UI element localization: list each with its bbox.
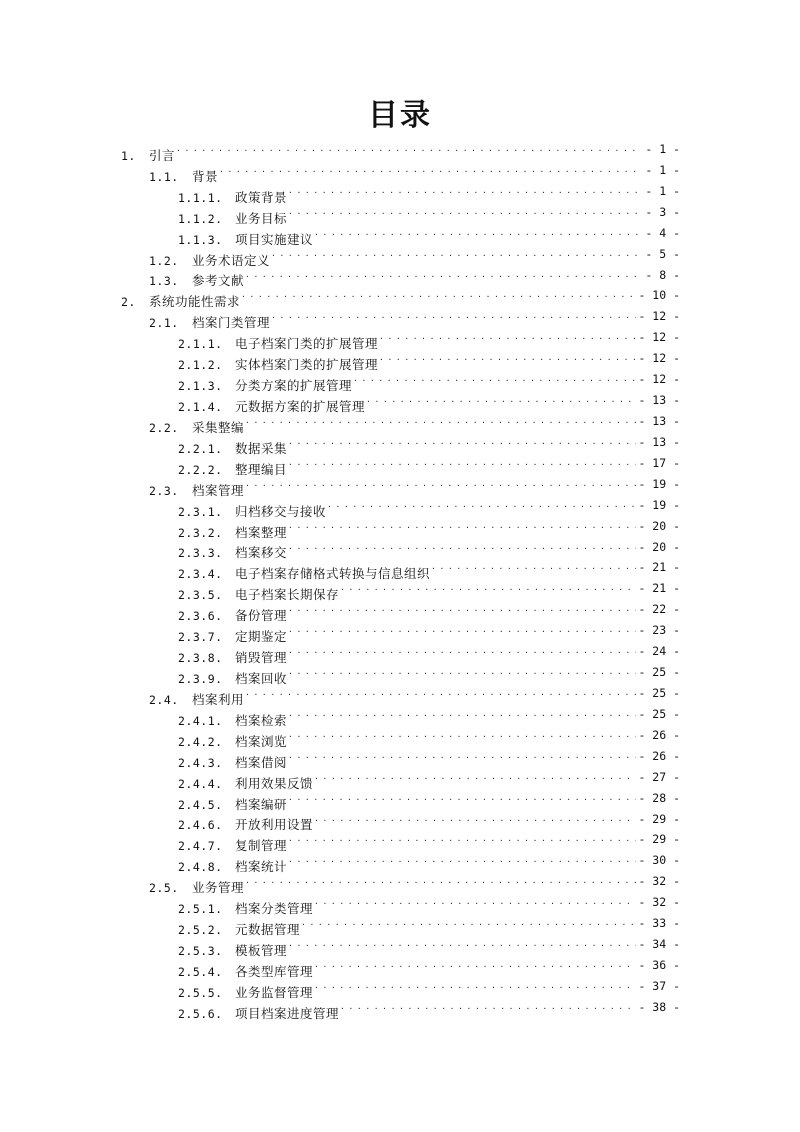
toc-entry-page-number: - 1 - [638,139,680,160]
toc-entry-page-number: - 12 - [636,348,680,369]
toc-entry-number: 1.2. [149,253,179,268]
toc-entry-title: 销毁管理 [235,650,288,666]
toc-entry-page-number: - 1 - [638,181,680,202]
toc-entry-number: 2.3. [149,483,179,498]
toc-entry-page-number: - 21 - [636,578,680,599]
toc-dot-leader [288,829,677,850]
toc-entry-page-number: - 25 - [636,704,680,725]
toc-entry-title: 各类型库管理 [235,963,314,979]
toc-entry-title: 档案整理 [235,524,288,540]
toc-dot-leader [288,788,677,809]
toc-entry-title: 归档移交与接收 [235,503,327,519]
toc-dot-leader [327,495,677,516]
toc-dot-leader [288,850,677,871]
toc-entry[interactable] [0,641,800,666]
toc-entry-number: 2.5.4. [178,964,223,979]
toc-entry-page-number: - 29 - [636,829,680,850]
toc-entry[interactable] [0,662,800,686]
toc-entry-title: 元数据方案的扩展管理 [235,398,366,414]
toc-dot-leader [314,892,677,913]
toc-dot-leader [288,599,677,620]
toc-entry[interactable] [0,244,800,268]
toc-entry-number: 1.3. [149,274,179,289]
toc-entry-number: 2.1.1. [178,337,223,352]
toc-dot-leader [288,725,677,746]
toc-entry[interactable] [0,306,800,331]
toc-entry-title: 档案门类管理 [192,315,271,331]
toc-entry[interactable] [0,599,800,624]
toc-entry-number: 2.4.1. [178,713,223,728]
toc-entry-page-number: - 13 - [636,390,680,411]
toc-entry-number: 2.3.6. [178,609,223,624]
toc-entry-page-number: - 10 - [636,285,680,306]
toc-entry-page-number: - 32 - [636,871,680,892]
toc-entry-title: 档案借阅 [235,754,288,770]
toc-entry-page-number: - 34 - [636,934,680,955]
toc-entry-number: 2.5.5. [178,985,223,1000]
toc-entry-title: 业务管理 [192,880,245,896]
toc-entry-title: 档案分类管理 [235,901,314,917]
toc-dot-leader [245,683,677,704]
toc-dot-leader [379,327,677,348]
toc-dot-leader [288,181,677,202]
toc-entry-title: 档案移交 [235,545,288,561]
toc-entry-number: 2.3.7. [178,630,223,645]
toc-entry-title: 备份管理 [235,608,288,624]
toc-entry[interactable] [0,265,800,289]
toc-entry[interactable] [0,871,800,896]
toc-entry-number: 2.4.8. [178,860,223,875]
toc-dot-leader [301,913,677,934]
toc-dot-leader [245,411,677,432]
toc-dot-leader [245,871,677,892]
toc-entry-title: 开放利用设置 [235,817,314,833]
toc-entry-page-number: - 38 - [636,997,680,1018]
toc-entry-number: 2.3.9. [178,671,223,686]
toc-entry-page-number: - 3 - [638,202,680,223]
toc-entry-page-number: - 20 - [636,516,680,537]
toc-entry-title: 复制管理 [235,838,288,854]
toc-entry[interactable] [0,139,800,163]
toc-dot-leader [288,537,677,558]
toc-dot-leader [288,620,677,641]
toc-entry[interactable] [0,202,800,226]
toc-entry-page-number: - 1 - [638,160,680,181]
toc-dot-leader [288,934,677,955]
toc-entry[interactable] [0,411,800,435]
toc-entry-number: 1.1.1. [178,190,223,205]
toc-entry-page-number: - 13 - [636,411,680,432]
toc-entry-title: 档案检索 [235,712,288,728]
toc-entry[interactable] [0,390,800,414]
toc-entry-number: 2.4.2. [178,734,223,749]
toc-entry-title: 政策背景 [235,189,288,205]
toc-dot-leader [271,244,677,265]
toc-entry-page-number: - 25 - [636,683,680,704]
toc-entry-page-number: - 19 - [636,495,680,516]
toc-entry[interactable] [0,474,800,498]
toc-entry-number: 2.4.4. [178,776,223,791]
toc-entry[interactable] [0,976,800,1000]
toc-entry[interactable] [0,704,800,728]
toc-dot-leader [176,139,677,160]
toc-entry-page-number: - 26 - [636,725,680,746]
toc-entry-title: 电子档案门类的扩展管理 [235,336,379,352]
toc-entry[interactable] [0,767,800,791]
page-title: 目录 [368,98,432,133]
toc-entry[interactable] [0,327,800,352]
toc-dot-leader [271,306,677,327]
toc-entry[interactable] [0,955,800,979]
toc-entry[interactable] [0,997,800,1021]
toc-entry-title: 业务术语定义 [192,252,271,268]
toc-entry-title: 电子档案长期保存 [235,587,340,603]
toc-entry-title: 系统功能性需求 [149,294,241,310]
toc-entry-title: 项目档案进度管理 [235,1005,340,1021]
toc-entry-title: 业务目标 [235,210,288,226]
toc-entry-number: 2.1.2. [178,358,223,373]
toc-dot-leader [219,160,677,181]
toc-dot-leader [314,809,677,830]
toc-entry[interactable] [0,850,800,875]
toc-entry-title: 元数据管理 [235,922,301,938]
toc-entry-page-number: - 30 - [636,850,680,871]
toc-entry-number: 2.1.3. [178,379,223,394]
toc-entry-number: 2.2. [149,420,179,435]
toc-entry-page-number: - 12 - [636,306,680,327]
toc-dot-leader [314,767,677,788]
toc-entry[interactable] [0,348,800,373]
toc-entry-number: 2.3.1. [178,504,223,519]
toc-entry-number: 2.3.8. [178,651,223,666]
toc-entry-number: 2.3.3. [178,546,223,561]
toc-entry-page-number: - 4 - [638,223,680,244]
toc-entry-title: 分类方案的扩展管理 [235,378,353,394]
toc-entry[interactable] [0,369,800,394]
toc-entry[interactable] [0,913,800,938]
toc-entry-page-number: - 22 - [636,599,680,620]
toc-entry-page-number: - 24 - [636,641,680,662]
toc-dot-leader [366,390,677,411]
toc-entry[interactable] [0,788,800,812]
toc-entry-page-number: - 17 - [636,453,680,474]
toc-entry-number: 1.1. [149,169,179,184]
toc-entry-title: 档案统计 [235,859,288,875]
toc-entry-page-number: - 12 - [636,327,680,348]
toc-entry-number: 1.1.3. [178,232,223,247]
toc-dot-leader [340,578,677,599]
toc-entry[interactable] [0,432,800,456]
toc-entry-title: 模板管理 [235,942,288,958]
toc-dot-leader [288,453,677,474]
toc-entry-title: 采集整编 [192,419,245,435]
toc-entry[interactable] [0,557,800,582]
toc-entry-title: 档案编研 [235,796,288,812]
toc-entry-number: 2. [121,295,136,310]
toc-dot-leader [245,474,677,495]
toc-entry-number: 2.2.2. [178,462,223,477]
toc-entry-number: 2.5.3. [178,943,223,958]
toc-entry-number: 2.4.7. [178,839,223,854]
toc-dot-leader [353,369,677,390]
toc-entry[interactable] [0,495,800,519]
toc-entry-title: 电子档案存储格式转换与信息组织 [235,566,431,582]
toc-entry[interactable] [0,809,800,833]
table-of-contents [0,139,800,1021]
toc-entry-title: 档案浏览 [235,733,288,749]
toc-dot-leader [288,704,677,725]
toc-entry-page-number: - 5 - [638,244,680,265]
toc-entry-number: 2.2.1. [178,441,223,456]
toc-entry-page-number: - 37 - [636,976,680,997]
toc-dot-leader [288,641,677,662]
toc-entry-page-number: - 23 - [636,620,680,641]
toc-entry-title: 数据采集 [235,440,288,456]
toc-entry[interactable] [0,620,800,645]
toc-entry-page-number: - 19 - [636,474,680,495]
toc-entry-title: 项目实施建议 [235,231,314,247]
toc-entry-number: 2.3.2. [178,525,223,540]
toc-entry-number: 2.1. [149,316,179,331]
toc-entry[interactable] [0,892,800,917]
toc-dot-leader [288,432,677,453]
toc-entry[interactable] [0,160,800,184]
toc-entry-number: 2.1.4. [178,399,223,414]
toc-entry-title: 档案回收 [235,670,288,686]
toc-entry-page-number: - 25 - [636,662,680,683]
toc-dot-leader [314,976,677,997]
toc-entry-page-number: - 33 - [636,913,680,934]
toc-entry-page-number: - 12 - [636,369,680,390]
toc-entry[interactable] [0,683,800,707]
toc-entry-title: 利用效果反馈 [235,775,314,791]
toc-entry-page-number: - 26 - [636,746,680,767]
toc-dot-leader [288,662,677,683]
toc-entry-title: 参考文献 [192,273,245,289]
toc-entry-title: 引言 [149,147,176,163]
toc-dot-leader [288,202,677,223]
toc-entry-page-number: - 27 - [636,767,680,788]
toc-entry-page-number: - 32 - [636,892,680,913]
toc-entry-title: 实体档案门类的扩展管理 [235,357,379,373]
toc-entry-number: 2.4.3. [178,755,223,770]
toc-entry-number: 2.3.5. [178,588,223,603]
toc-entry-page-number: - 28 - [636,788,680,809]
toc-entry-page-number: - 8 - [638,265,680,286]
toc-entry-page-number: - 21 - [636,557,680,578]
toc-entry[interactable] [0,453,800,477]
toc-entry-number: 2.3.4. [178,567,223,582]
toc-dot-leader [314,223,677,244]
toc-entry-number: 2.4. [149,692,179,707]
toc-dot-leader [314,955,677,976]
toc-entry-title: 档案利用 [192,691,245,707]
toc-entry-page-number: - 29 - [636,809,680,830]
toc-entry-number: 2.5. [149,881,179,896]
toc-entry-title: 定期鉴定 [235,629,288,645]
toc-entry[interactable] [0,223,800,247]
toc-entry-number: 1.1.2. [178,211,223,226]
toc-entry-page-number: - 13 - [636,432,680,453]
toc-entry-page-number: - 20 - [636,537,680,558]
toc-entry[interactable] [0,285,800,310]
toc-entry[interactable] [0,829,800,854]
toc-entry-number: 2.4.6. [178,818,223,833]
toc-dot-leader [288,746,677,767]
toc-entry[interactable] [0,578,800,603]
toc-entry-number: 1. [121,148,136,163]
toc-entry-page-number: - 36 - [636,955,680,976]
toc-entry[interactable] [0,516,800,540]
toc-entry-number: 2.5.6. [178,1006,223,1021]
toc-dot-leader [288,516,677,537]
toc-dot-leader [245,265,677,286]
toc-entry-title: 背景 [192,168,219,184]
toc-entry-title: 档案管理 [192,482,245,498]
toc-entry[interactable] [0,725,800,749]
toc-entry[interactable] [0,537,800,561]
toc-entry-number: 2.4.5. [178,797,223,812]
toc-entry-number: 2.5.2. [178,923,223,938]
toc-entry[interactable] [0,746,800,770]
toc-entry[interactable] [0,934,800,958]
toc-entry-title: 业务监督管理 [235,984,314,1000]
toc-entry-title: 整理编目 [235,461,288,477]
toc-entry-number: 2.5.1. [178,902,223,917]
toc-dot-leader [340,997,677,1018]
toc-dot-leader [241,285,677,306]
toc-entry[interactable] [0,181,800,205]
toc-dot-leader [379,348,677,369]
